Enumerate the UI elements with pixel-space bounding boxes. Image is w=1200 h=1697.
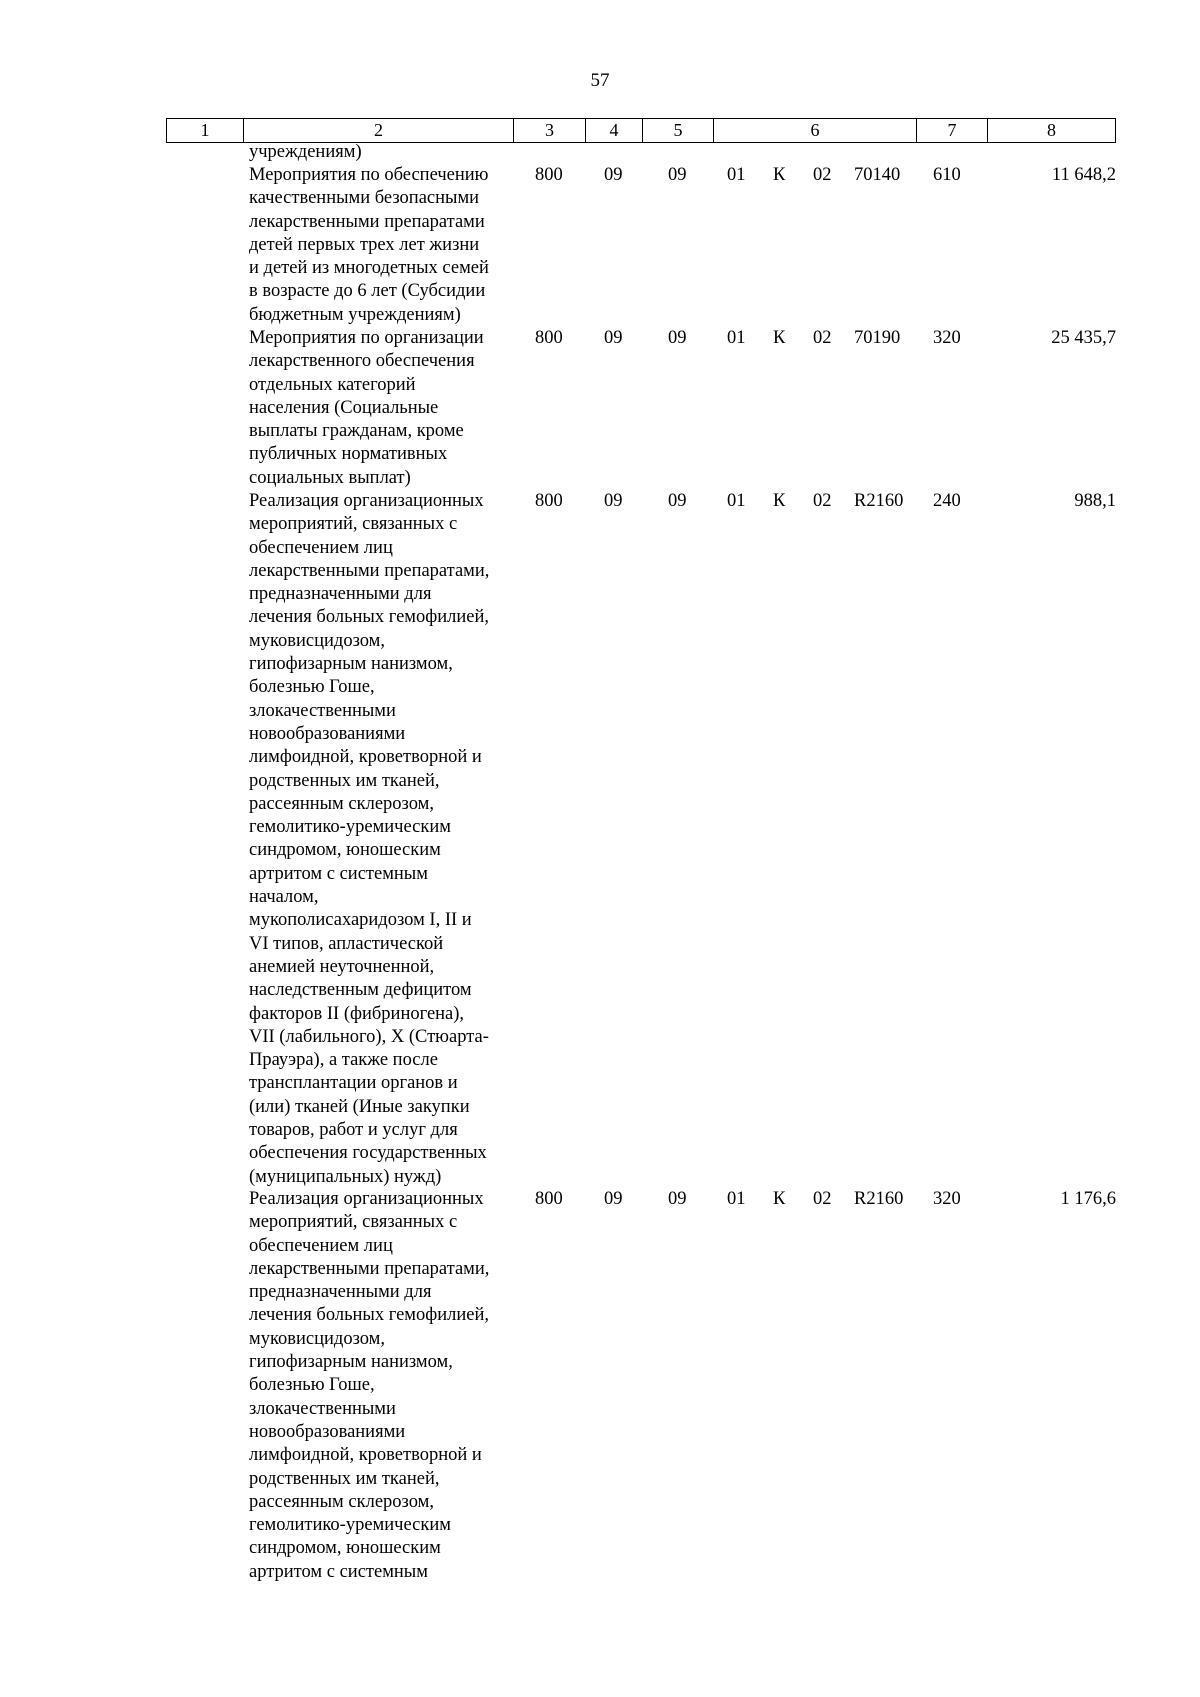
column-header-row — [166, 118, 1116, 143]
cell-col4: 09 — [604, 1189, 623, 1209]
row-description: Мероприятия по организации лекарственного обеспечения отдельных категорий населения (Социальные выплаты гражданам, кроме публичных нормативных социальных выплат) — [249, 328, 484, 488]
cell-col6-code: R2160 — [854, 491, 904, 511]
cell-col5: 09 — [668, 328, 687, 348]
row-description: Мероприятия по обеспечению качественными безопасными лекарственными препаратами детей первых трех лет жизни и детей из многодетных семей в возрасте до 6 лет (Субсидии бюджетным учреждениям) — [249, 165, 489, 325]
cell-col6-sub: 02 — [813, 328, 832, 348]
column-header-1: 1 — [167, 119, 244, 143]
column-header-6: 6 — [714, 119, 917, 143]
cell-col3: 800 — [535, 1189, 563, 1209]
cell-col3: 800 — [535, 328, 563, 348]
cell-col5: 09 — [668, 491, 687, 511]
cell-col6-code: 70140 — [854, 165, 901, 185]
column-header-4: 4 — [586, 119, 643, 143]
column-header-2: 2 — [244, 119, 514, 143]
cell-col6-letter: К — [773, 1189, 786, 1209]
cell-col6-code: R2160 — [854, 1189, 904, 1209]
cell-col6-program: 01 — [727, 491, 746, 511]
cell-col8-amount: 1 176,6 — [1060, 1189, 1116, 1209]
cell-col8-amount: 25 435,7 — [1051, 328, 1116, 348]
cell-col3: 800 — [535, 491, 563, 511]
cell-col3: 800 — [535, 165, 563, 185]
cell-col7: 320 — [933, 328, 961, 348]
row-description: Реализация организационных мероприятий, связанных с обеспечением лиц лекарственными препаратами, предназначенными для лечения больных гемофилией, муковисцидозом, гипофизарным нанизмом, болезнью Гоше, злокачественными новообразованиями лимфоидной, кроветворной и родственных им тканей, рассеянным склерозом, гемолитико-уремическим синдромом, юношеским артритом с системным началом, мукополисахаридозом I, II и VI типов, апластической анемией неуточненной, наследственным дефицитом факторов II (фибриногена), VII (лабильного), X (Стюарта- Прауэра), а также после трансплантации органов и (или) тканей (Иные закупки товаров, работ и услуг для обеспечения государственных (муниципальных) нужд) — [249, 491, 490, 1187]
cell-col7: 320 — [933, 1189, 961, 1209]
column-header-7: 7 — [917, 119, 988, 143]
cell-col8-amount: 988,1 — [1074, 491, 1116, 511]
cell-col8-amount: 11 648,2 — [1051, 165, 1116, 185]
column-header-3: 3 — [514, 119, 586, 143]
cell-col5: 09 — [668, 165, 687, 185]
cell-col6-code: 70190 — [854, 328, 901, 348]
page-number: 57 — [590, 70, 610, 91]
cell-col5: 09 — [668, 1189, 687, 1209]
cell-col4: 09 — [604, 165, 623, 185]
cell-col6-sub: 02 — [813, 1189, 832, 1209]
cell-col6-sub: 02 — [813, 165, 832, 185]
cell-col6-letter: К — [773, 491, 786, 511]
carryover-text: учреждениям) — [249, 142, 362, 162]
cell-col7: 610 — [933, 165, 961, 185]
column-header-5: 5 — [643, 119, 714, 143]
cell-col4: 09 — [604, 328, 623, 348]
cell-col6-letter: К — [773, 328, 786, 348]
cell-col6-program: 01 — [727, 328, 746, 348]
cell-col7: 240 — [933, 491, 961, 511]
cell-col4: 09 — [604, 491, 623, 511]
column-header-8: 8 — [988, 119, 1116, 143]
row-description: Реализация организационных мероприятий, связанных с обеспечением лиц лекарственными препаратами, предназначенными для лечения больных гемофилией, муковисцидозом, гипофизарным нанизмом, болезнью Гоше, злокачественными новообразованиями лимфоидной, кроветворной и родственных им тканей, рассеянным склерозом, гемолитико-уремическим синдромом, юношеским артритом с системным — [249, 1189, 490, 1582]
cell-col6-program: 01 — [727, 165, 746, 185]
cell-col6-letter: К — [773, 165, 786, 185]
cell-col6-program: 01 — [727, 1189, 746, 1209]
cell-col6-sub: 02 — [813, 491, 832, 511]
